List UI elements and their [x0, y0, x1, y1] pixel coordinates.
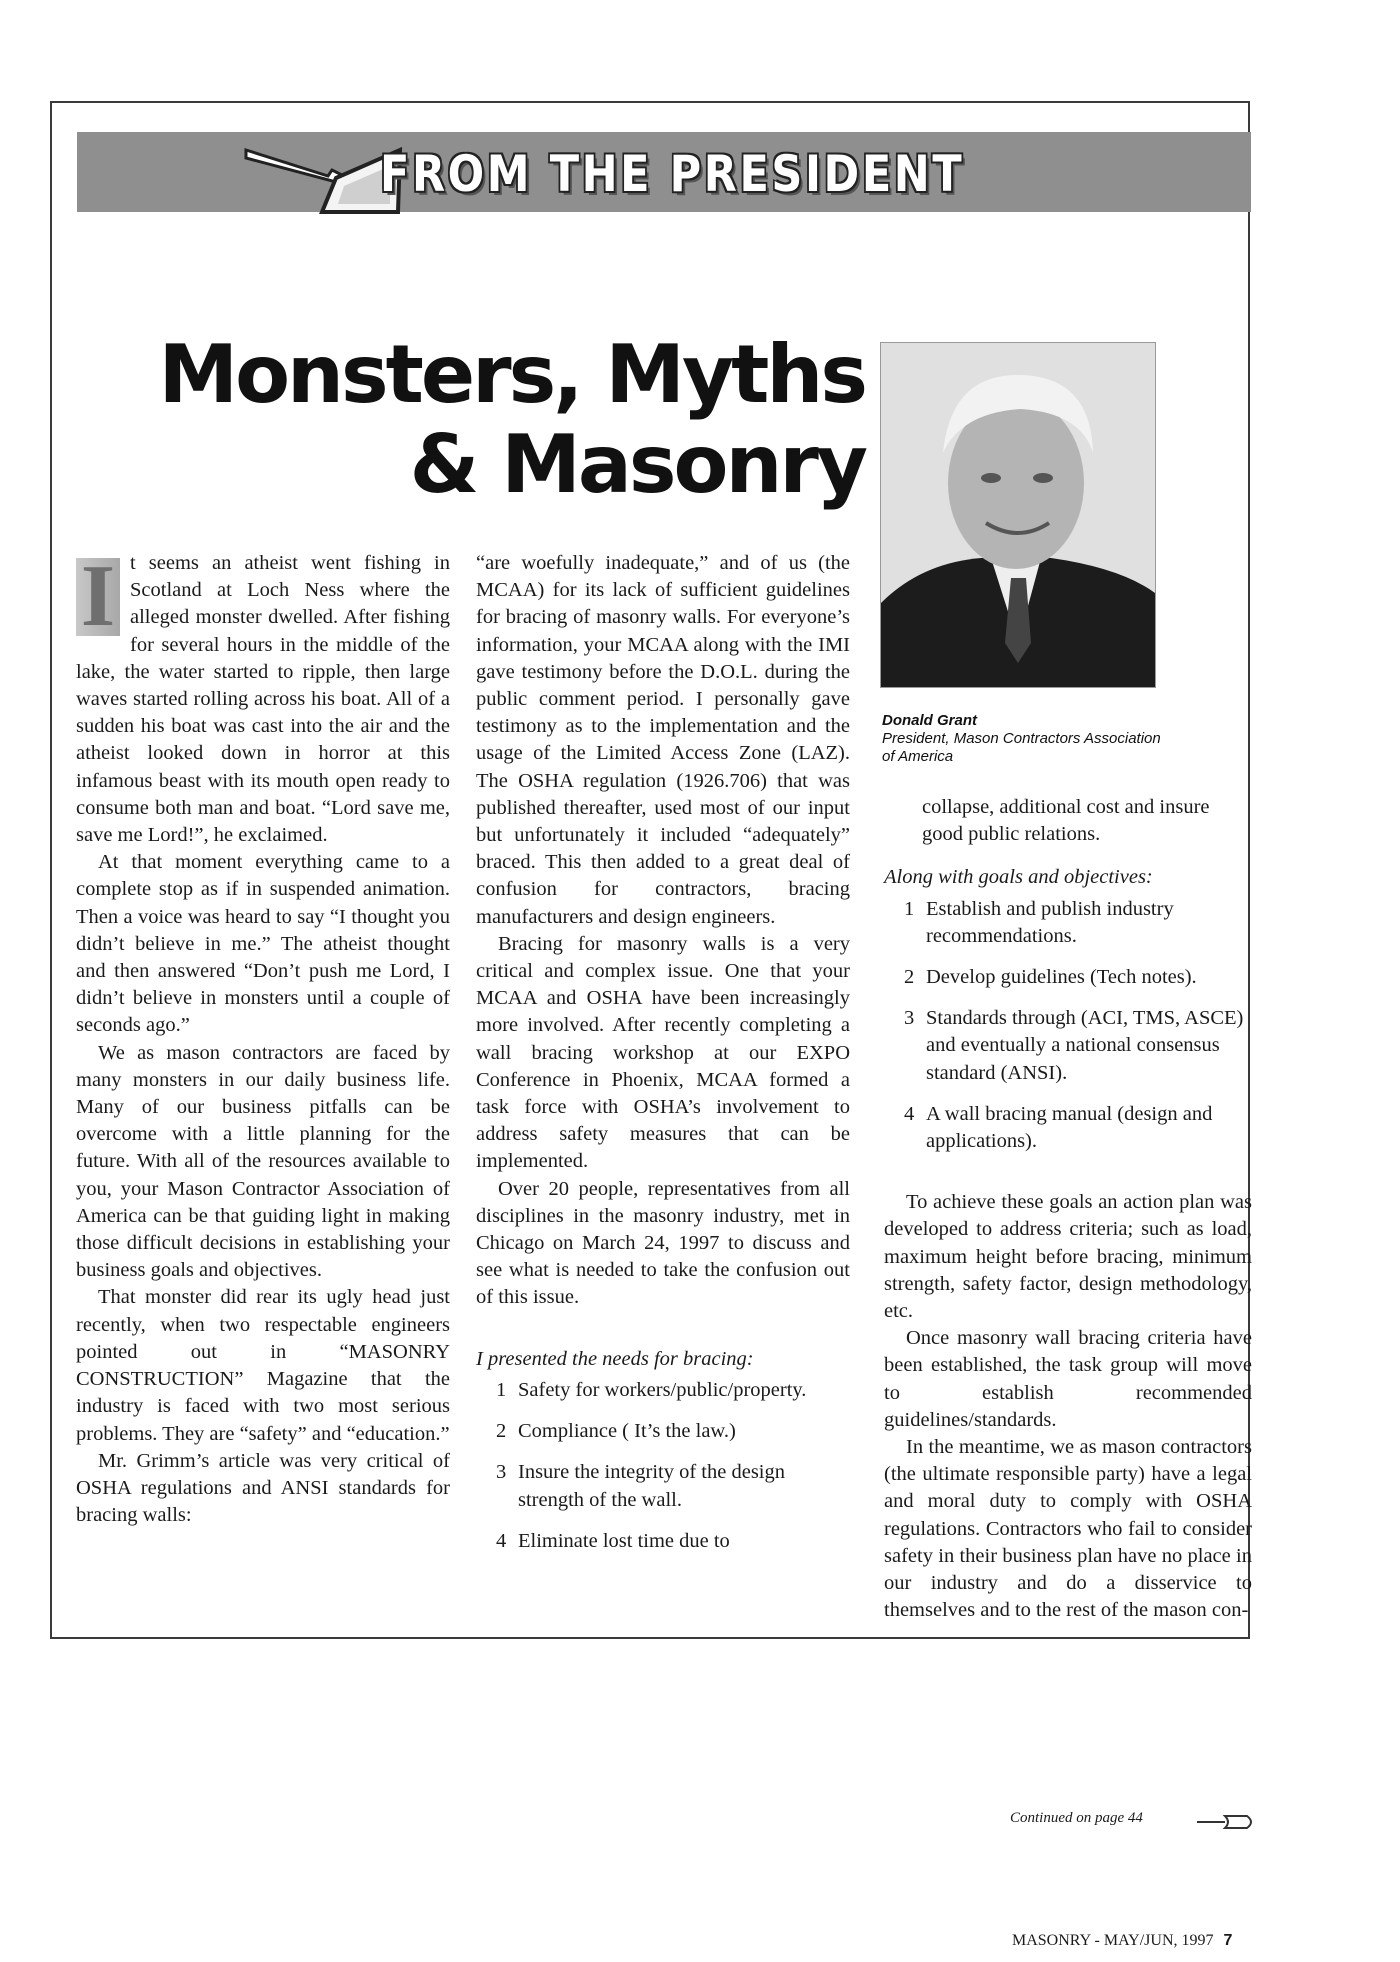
list-item: 1 Establish and publish industry recommendations. — [904, 897, 1174, 947]
paragraph: Over 20 people, representatives from all disciplines in the masonry industry, met in Chicago on March 24, 1997 to discuss and see what is needed to take the confusion out of this issue. — [476, 1177, 850, 1309]
drop-cap: I — [76, 558, 120, 636]
paragraph: In the meantime, we as mason contractors (the ultimate responsible party) have a legal and moral duty to comply with OSHA regulations. Contractors who fail to consider safety in their business plan have no place in our industry and do a disservice to themselves and to the rest of the mason con- — [884, 1436, 1252, 1622]
list-item: 2 Compliance ( It’s the law.) — [496, 1420, 736, 1443]
article-column-2 — [476, 550, 850, 1569]
article-column-1 — [76, 550, 450, 1529]
headline-line-1: Monsters, Myths — [158, 328, 865, 421]
paragraph: At that moment everything came to a complete stop as if in suspended animation. Then a voice was heard to say “I thought you didn’t believe in me.” The atheist thought and then answered “Don’t push me Lord, I didn’t believe in monsters until a couple of seconds ago.” — [76, 851, 450, 1037]
list-lead: I presented the needs for bracing: — [476, 1347, 754, 1370]
needs-list — [476, 1377, 850, 1555]
list-item: 4 A wall bracing manual (design and applications). — [904, 1102, 1213, 1153]
paragraph: To achieve these goals an action plan was developed to address criteria; such as load, maximum height before bracing, minimum strength, safety factor, design methodology, etc. — [884, 1191, 1252, 1323]
continued-note: Continued on page 44 — [1010, 1810, 1143, 1826]
paragraph: Bracing for masonry walls is a very critical and complex issue. One that your MCAA and OSHA have been increasingly more involved. After recently completing a wall bracing workshop at our EXPO Conference in Phoenix, MCAA formed a task force with OSHA’s involvement to address safety measures that can be implemented. — [476, 932, 850, 1173]
photo-caption — [882, 712, 1172, 766]
article-column-3 — [884, 794, 1252, 1624]
section-title: FROM THE PRESIDENT — [380, 145, 965, 203]
paragraph: collapse, additional cost and insure good public relations. — [922, 796, 1210, 846]
paragraph: We as mason contractors are faced by many monsters in our daily business life. Many of our business pitfalls can be overcome with a little planning for the future. With all of the resources available to you, your Mason Contractor Association of America can be that guiding light in making those difficult decisions in establishing your business goals and objectives. — [76, 1041, 450, 1282]
list-item: 1 Safety for workers/public/property. — [496, 1378, 807, 1401]
paragraph: Once masonry wall bracing criteria have been established, the task group will move to establish recommended guidelines/standards. — [884, 1327, 1252, 1431]
page-number: 7 — [1223, 1932, 1233, 1949]
list-item: 4 Eliminate lost time due to — [496, 1529, 730, 1552]
article-headline — [130, 330, 865, 510]
headline-line-2: & Masonry — [409, 418, 865, 511]
paragraph: “are woefully inadequate,” and of us (the MCAA) for its lack of sufficient guidelines for bracing of masonry walls. For everyone’s information, your MCAA along with the IMI gave testimony before the D.O.L. during the public comment period. I personally gave testimony as to the implementation and the usage of the Limited Access Zone (LAZ). The OSHA regulation (1926.706) that was published thereafter, used most of our input but unfortunately it included “adequately” braced. This then added to a great deal of confusion for contractors, bracing manufacturers and design engineers. — [476, 552, 850, 928]
paragraph: Mr. Grimm’s article was very critical of OSHA regulations and ANSI standards for bracing walls: — [76, 1449, 450, 1527]
caption-name: Donald Grant — [882, 712, 978, 729]
list-lead: Along with goals and objectives: — [884, 866, 1153, 889]
list-item: 3 Standards through (ACI, TMS, ASCE) and eventually a national consensus standard (ANSI). — [904, 1007, 1244, 1084]
folio-text: MASONRY - MAY/JUN, 1997 — [1012, 1932, 1214, 1949]
page-footer — [1012, 1932, 1232, 1950]
goals-list — [884, 896, 1252, 1156]
paragraph: That monster did rear its ugly head just recently, when two respectable engineers pointed out in “MASONRY CONSTRUCTION” Magazine that the industry is faced with two most serious problems. They are “safety” and “education.” — [76, 1286, 450, 1445]
author-photo — [880, 342, 1156, 688]
paragraph: I t seems an atheist went fishing in Scotland at Loch Ness where the alleged monster dwelled. After fishing for several hours in the middle of the lake, the water started to ripple, then large waves started rolling across his boat. All of a sudden his boat was cast into the air and the atheist looked down in horror at this infamous beast with its mouth open ready to consume both man and boat. “Lord save me, save me Lord!”, he exclaimed. — [76, 548, 450, 847]
list-item: 3 Insure the integrity of the design strength of the wall. — [496, 1461, 786, 1511]
caption-title: President, Mason Contractors Association of America — [882, 730, 1161, 765]
trowel-arrow-icon — [1195, 1812, 1257, 1832]
list-item: 2 Develop guidelines (Tech notes). — [904, 966, 1197, 989]
